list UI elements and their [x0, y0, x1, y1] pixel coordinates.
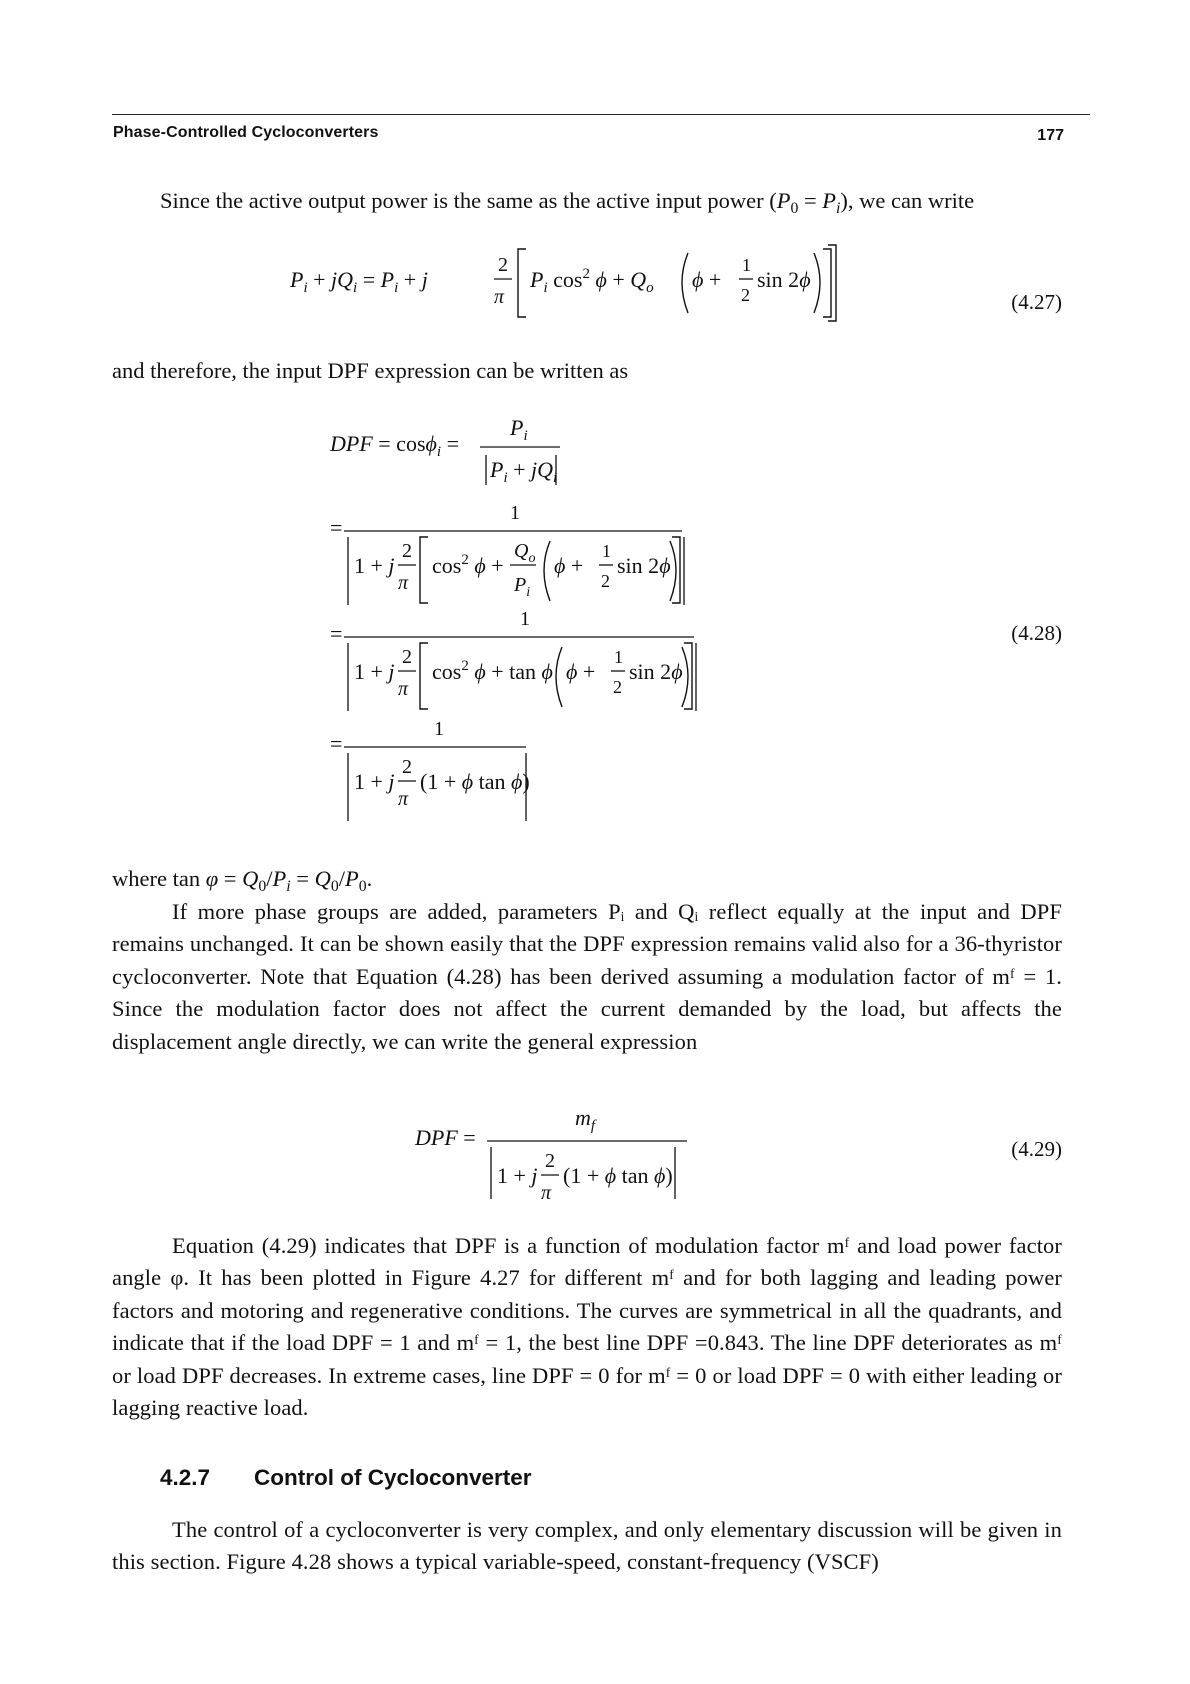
svg-text:2: 2 [545, 1150, 555, 1172]
svg-text:π: π [494, 286, 505, 308]
paragraph-4: If more phase groups are added, parameters Pᵢ and Qᵢ reflect equally at the input and DPF remains unchanged. It can be shown easily that the DPF expression remains valid also for a 36-thyristor cycloconverter. Note that Equation (4.28) has been derived assuming a modulation factor of mᶠ = 1. Since the modulation factor does not affect the current demanded by the load, but affects the displacement angle directly, we can write the general expression [112, 899, 1062, 1054]
svg-text:2: 2 [601, 571, 610, 591]
equation-number-4-28: (4.28) [1011, 621, 1062, 645]
paragraph-5: Equation (4.29) indicates that DPF is a function of modulation factor mᶠ and load power factor angle φ. It has been plotted in Figure 4.27 for different mᶠ and for both lagging and leading power factors and motoring and regenerative conditions. The curves are symmetrical in all the quadrants, and indicate that if the load DPF = 1 and mᶠ = 1, the best line DPF =0.843. The line DPF deteriorates as mᶠ or load DPF decreases. In extreme cases, line DPF = 0 for mᶠ = 0 or load DPF = 0 with either leading or lagging reactive load. [112, 1233, 1062, 1421]
svg-text:cos2 ϕ +: $\cos^2 \phi$ + [432, 552, 504, 578]
svg-text:1: 1 [614, 647, 623, 667]
section-number: 4.2.7 [160, 1465, 211, 1490]
svg-text:1 + j: 1 + j [497, 1163, 538, 1188]
svg-text:π: π [398, 678, 409, 700]
header-rule [112, 114, 1090, 115]
svg-text:π: π [398, 788, 409, 810]
svg-text:2: 2 [402, 756, 412, 778]
svg-text:Pi: $P_i$ [514, 574, 531, 600]
section-title: Control of Cycloconverter [254, 1465, 532, 1490]
svg-text:ϕ +: ϕ + [692, 267, 722, 292]
running-head: Phase-Controlled Cycloconverters [113, 124, 379, 141]
svg-text:2: 2 [741, 285, 750, 305]
svg-text:1 + j: 1 + j [354, 553, 395, 578]
svg-text:2: 2 [613, 677, 622, 697]
svg-text:Qo: $Q_o$ [514, 540, 536, 566]
svg-text:1: 1 [742, 255, 751, 275]
svg-text:=: = [330, 621, 343, 646]
svg-text:cos2 ϕ + tan ϕ: $\cos^2 \phi + \tan \phi$ [432, 658, 553, 684]
svg-text:Pi + jQi: $P_i + jQ_i$ [490, 457, 558, 486]
svg-text:sin 2ϕ: sin 2ϕ [629, 659, 683, 684]
paragraph-1: Since the active output power is the same as the active input power $(P_0 = P_i)$, we can write [160, 188, 975, 217]
equation-4-28 [330, 415, 750, 835]
svg-text:1: 1 [434, 718, 444, 740]
svg-text:π: π [398, 572, 409, 594]
svg-text:ϕ +: ϕ + [566, 659, 596, 684]
svg-text:ϕ +: ϕ + [554, 553, 584, 578]
equation-number-4-27: (4.27) [1011, 290, 1062, 314]
svg-text:mf: $m_f$ [575, 1105, 596, 1134]
svg-text:1 + j: 1 + j [354, 659, 395, 684]
svg-text:sin 2ϕ: sin 2ϕ [617, 553, 671, 578]
section-heading [160, 1465, 532, 1491]
equation-4-29 [415, 1095, 695, 1205]
svg-text:2: 2 [402, 540, 412, 562]
svg-text:DPF = cosϕi =: DPF = cosϕ$_i$ = [330, 431, 459, 460]
svg-text:π: π [541, 1182, 552, 1204]
svg-text:Pi + jQi = Pi + j: $P_i + jQ_i = P_i + j$ [290, 267, 428, 296]
paragraph-6: The control of a cycloconverter is very complex, and only elementary discussion will be given in this section. Figure 4.28 shows a typical variable-speed, constant-frequency (VSCF) [112, 1517, 1062, 1575]
svg-text:1 + j: 1 + j [354, 769, 395, 794]
svg-text:1: 1 [510, 502, 520, 524]
equation-number-4-29: (4.29) [1011, 1137, 1062, 1161]
svg-text:1: 1 [602, 541, 611, 561]
svg-text:2: 2 [498, 254, 508, 276]
svg-text:Pi: $P_i$ [510, 415, 528, 444]
svg-text:(1 + ϕ tan ϕ): (1 + ϕ tan ϕ) [563, 1163, 673, 1188]
paragraph-2: and therefore, the input DPF expression can be written as [112, 358, 629, 383]
svg-text:1: 1 [520, 608, 530, 630]
svg-text:DPF =: DPF = [415, 1125, 476, 1150]
svg-text:=: = [330, 515, 343, 540]
svg-text:(1 + ϕ tan ϕ): (1 + ϕ tan ϕ) [420, 769, 530, 794]
page-number: 177 [1037, 127, 1064, 144]
svg-text:sin 2ϕ: sin 2ϕ [757, 267, 811, 292]
svg-text:=: = [330, 731, 343, 756]
paragraph-3: where $\tan \varphi = Q_0/P_i = Q_0/P_0$. [112, 866, 373, 895]
svg-text:2: 2 [402, 646, 412, 668]
equation-4-27 [290, 235, 810, 325]
svg-text:Pi cos2 ϕ + Qo: $P_i$ $\cos^2 \phi + Q_o$ [530, 266, 654, 296]
